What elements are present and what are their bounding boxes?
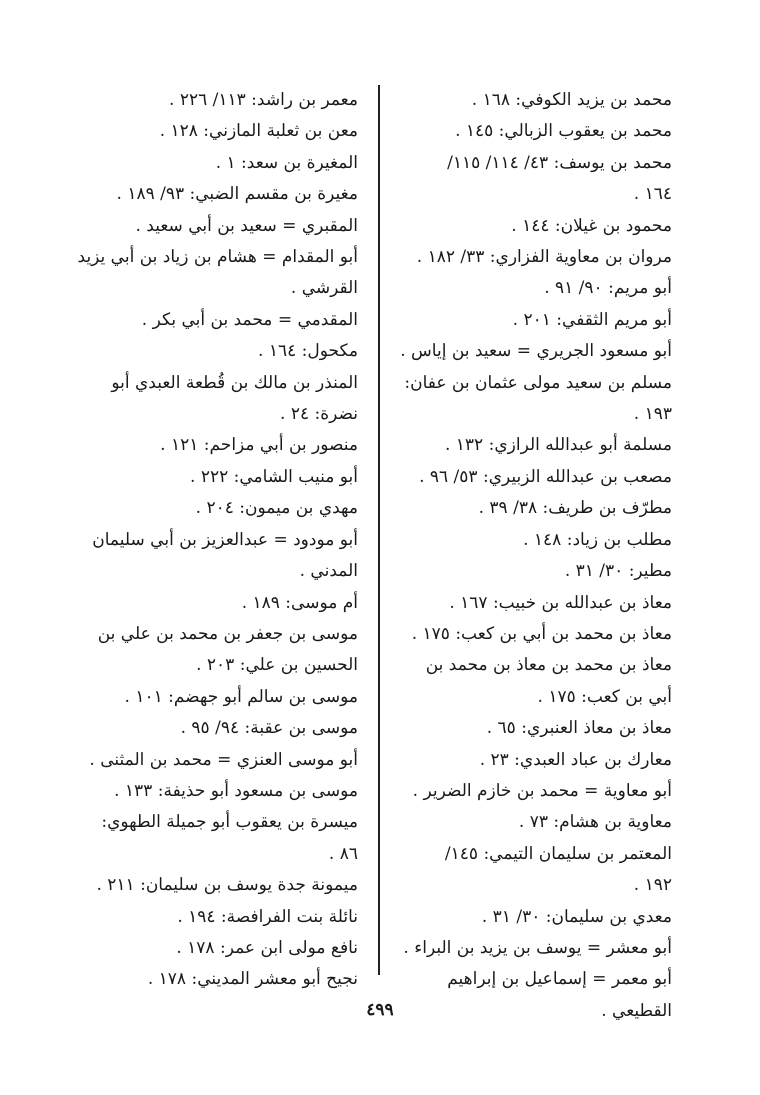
index-entry-line: معاذ بن معاذ العنبري: ٦٥ . <box>486 718 672 739</box>
index-entry-line: معارك بن عباد العبدي: ٢٣ . <box>479 749 672 770</box>
index-entry-line: نضرة: ٢٤ . <box>280 404 358 425</box>
index-entry-line: ١٦٤ . <box>633 184 672 205</box>
index-entry-line: المعتمر بن سليمان التيمي: ١٤٥/ <box>444 843 672 864</box>
index-entry-line: ميمونة جدة يوسف بن سليمان: ٢١١ . <box>96 875 358 896</box>
index-entry-line: المقبري = سعيد بن أبي سعيد . <box>135 215 358 236</box>
index-entry-line: موسى بن عقبة: ٩٤/ ٩٥ . <box>180 718 358 739</box>
index-entry-line: أبو المقدام = هشام بن زياد بن أبي يزيد <box>77 247 358 268</box>
index-entry-line: أبو معشر = يوسف بن يزيد بن البراء . <box>403 937 672 958</box>
index-entry-line: محمد بن يزيد الكوفي: ١٦٨ . <box>471 90 672 110</box>
index-column-left <box>76 85 358 996</box>
index-entry-line: أبو مودود = عبدالعزيز بن أبي سليمان <box>92 529 358 550</box>
index-entry-line: المغيرة بن سعد: ١ . <box>215 152 358 173</box>
index-entry-line: موسى بن جعفر بن محمد بن علي بن <box>97 623 358 644</box>
index-entry-line: أبو مسعود الجريري = سعيد بن إياس . <box>400 341 672 362</box>
index-entry-line: منصور بن أبي مزاحم: ١٢١ . <box>160 435 358 456</box>
index-entry-line: موسى بن سالم أبو جهضم: ١٠١ . <box>124 686 358 707</box>
index-entry-line: معدي بن سليمان: ٣٠/ ٣١ . <box>481 906 672 927</box>
index-column-right <box>398 85 672 1027</box>
index-entry-line: المدني . <box>299 561 358 582</box>
index-entry-line: أبو منيب الشامي: ٢٢٢ . <box>190 466 358 487</box>
index-entry-line: معاذ بن محمد بن معاذ بن محمد بن <box>425 655 672 676</box>
page-number: ٤٩٩ <box>366 1000 394 1020</box>
index-entry-line: ١٩٣ . <box>633 404 672 425</box>
index-entry-line: معاوية بن هشام: ٧٣ . <box>518 812 672 833</box>
index-entry-line: مهدي بن ميمون: ٢٠٤ . <box>195 498 358 519</box>
index-entry-line: نجيح أبو معشر المديني: ١٧٨ . <box>147 969 358 990</box>
index-entry-line: مطلب بن زياد: ١٤٨ . <box>523 529 672 550</box>
index-entry-line: أبو مريم الثقفي: ٢٠١ . <box>512 309 672 330</box>
index-entry-line: المقدمي = محمد بن أبي بكر . <box>141 309 358 330</box>
index-entry-line: محمد بن يعقوب الزبالي: ١٤٥ . <box>455 121 672 142</box>
index-entry-line: أبي بن كعب: ١٧٥ . <box>537 686 672 707</box>
index-entry-line: مسلمة أبو عبدالله الرازي: ١٣٢ . <box>444 435 672 456</box>
index-entry-line: ١٩٢ . <box>633 875 672 896</box>
index-entry-line: أبو معمر = إسماعيل بن إبراهيم القطيعي . <box>447 969 672 1021</box>
index-entry-line: الحسين بن علي: ٢٠٣ . <box>196 655 358 676</box>
index-entry-line: القرشي . <box>290 278 358 299</box>
index-entry-line: أبو معاوية = محمد بن خازم الضرير . <box>412 780 672 801</box>
index-entry-line: مسلم بن سعيد مولى عثمان بن عفان: <box>404 372 672 393</box>
column-divider <box>378 85 380 975</box>
index-entry-line: مصعب بن عبدالله الزبيري: ٥٣/ ٩٦ . <box>419 466 672 487</box>
index-entry-line: ٨٦ . <box>328 843 358 864</box>
index-entry-line: معاذ بن عبدالله بن خبيب: ١٦٧ . <box>449 592 672 613</box>
index-entry-line: محمد بن يوسف: ٤٣/ ١١٤/ ١١٥/ <box>447 152 672 173</box>
index-entry-line: محمود بن غيلان: ١٤٤ . <box>511 215 672 236</box>
index-entry-line: أبو مريم: ٩٠/ ٩١ . <box>544 278 672 299</box>
index-entry-line: أم موسى: ١٨٩ . <box>241 592 358 613</box>
index-entry-line: مطير: ٣٠/ ٣١ . <box>564 561 672 582</box>
index-entry-line: مغيرة بن مقسم الضبي: ٩٣/ ١٨٩ . <box>116 184 358 205</box>
index-entry-line: مكحول: ١٦٤ . <box>258 341 358 362</box>
index-entry-line: ميسرة بن يعقوب أبو جميلة الطهوي: <box>101 812 358 833</box>
index-entry-line: المنذر بن مالك بن قُطعة العبدي أبو <box>111 372 358 393</box>
index-entry-line: نائلة بنت الفرافصة: ١٩٤ . <box>177 906 358 927</box>
index-entry-line: معن بن ثعلبة المازني: ١٢٨ . <box>159 121 358 142</box>
index-entry-line: موسى بن مسعود أبو حذيفة: ١٣٣ . <box>114 780 358 801</box>
index-entry-line: مطرّف بن طريف: ٣٨/ ٣٩ . <box>478 498 672 519</box>
index-entry-line: معاذ بن محمد بن أبي بن كعب: ١٧٥ . <box>411 623 672 644</box>
index-entry-line: معمر بن راشد: ١١٣/ ٢٢٦ . <box>169 90 358 110</box>
index-entry-line: نافع مولى ابن عمر: ١٧٨ . <box>176 937 358 958</box>
index-entry-line: أبو موسى العنزي = محمد بن المثنى . <box>89 749 358 770</box>
index-entry-line: مروان بن معاوية الفزاري: ٣٣/ ١٨٢ . <box>416 247 672 268</box>
